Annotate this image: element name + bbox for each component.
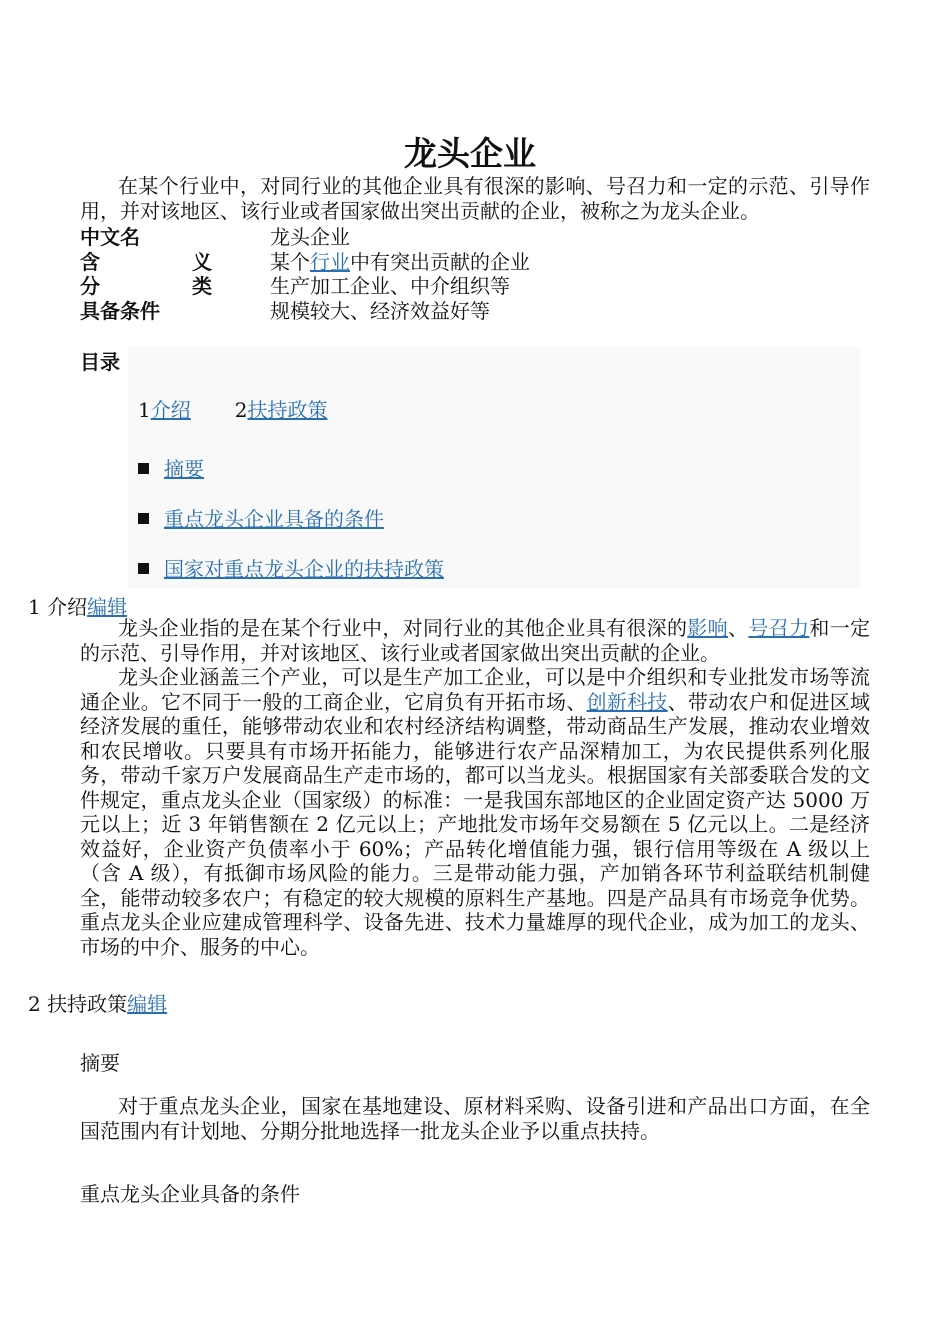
page-title: 龙头企业 [404,134,536,173]
infobox-key-name: 中文名 [80,225,140,249]
infobox-row-conditions [80,299,680,324]
subheading-conditions: 重点龙头企业具备的条件 [80,1182,300,1206]
p2-pre: 龙头企业涵盖三个产业，可以是生产加工企业，可以是中介组织和专业批发市场等流通企业。它不同于一般的工商企业，它肩负有开拓市场、 [80,665,870,714]
bullet-icon [138,463,149,474]
toc-label: 目录 [80,350,120,374]
bullet-icon [138,513,149,524]
p1-pre: 龙头企业指的是在某个行业中，对同行业的其他企业具有很深的 [118,616,688,640]
toc-sub-item [138,503,384,532]
toc-link-policy[interactable]: 扶持政策 [247,398,328,422]
meaning-post: 中有突出贡献的企业 [350,249,530,274]
infobox-val-name: 龙头企业 [270,225,350,249]
bullet-icon [138,563,149,574]
influence-link[interactable]: 影响 [687,616,729,640]
toc-sub-item [138,553,444,582]
p1-sep: 、 [728,616,749,640]
intro-paragraph-1 [80,616,870,665]
edit-link[interactable]: 编辑 [127,992,168,1016]
p2-post: 、带动农户和促进区域经济发展的重任，能够带动农业和农村经济结构调整，带动商品生产发展，推动农业增效和农民增收。只要具有市场开拓能力，能够进行农产品深精加工，为农民提供系列化服务，带动千家万户发展商品生产走市场的，都可以当龙头。根据国家有关部委联合发的文件规定，重点龙头企业（国家级）的标准：一是我国东部地区的企业固定资产达 5000 万元以上；近 3 年销售额在 2 亿元以上；产地批发市场年交易额在 5 亿元以上。二是经济效益好，企业资产负债率小于 60%；产品转化增值能力强，银行信用等级在 A 级以上（含 A 级），有抵御市场风险的能力。三是带动能力强，产加销各环节利益联结机制健全，能带动较多农户；有稳定的较大规模的原料生产基地。四是产品具有市场竞争优势。重点龙头企业应建成管理科学、设备先进、技术力量雄厚的现代企业，成为加工的龙头、市场的中介、服务的中心。 [80,689,871,959]
summary-paragraph: 对于重点龙头企业，国家在基地建设、原材料采购、设备引进和产品出口方面，在全国范围内有计划地、分期分批地选择一批龙头企业予以重点扶持。 [80,1094,870,1143]
edit-link[interactable]: 编辑 [87,595,128,619]
toc-item2-num: 2 [234,398,248,422]
toc-item1-num: 1 [138,398,151,422]
section-heading-policy [28,988,167,1017]
industry-link[interactable]: 行业 [310,249,350,274]
toc-link-summary[interactable]: 摘要 [164,457,204,481]
infobox-key-class-b: 类 [192,274,212,298]
intro-paragraph: 在某个行业中，对同行业的其他企业具有很深的影响、号召力和一定的示范、引导作用，并对该地区、该行业或者国家做出突出贡献的企业，被称之为龙头企业。 [80,174,870,223]
infobox-key-conditions: 具备条件 [80,298,160,323]
infobox-val-meaning [270,250,530,275]
p1-post: 和一定的示范、引导作用，并对该地区、该行业或者国家做出突出贡献的企业。 [80,616,871,665]
intro-paragraph-2 [80,665,870,959]
infobox-key-class-a: 分 [80,274,100,298]
infobox-val-conditions: 规模较大、经济效益好等 [270,298,490,323]
toc-box [128,346,860,588]
infobox-row-name [80,225,680,250]
section-title-intro: 1 介绍 [28,595,88,619]
appeal-link[interactable]: 号召力 [748,616,810,640]
subheading-summary: 摘要 [80,1051,120,1075]
infobox-key-meaning [80,250,212,275]
infobox-key-meaning-b: 义 [192,249,212,274]
infobox-key-meaning-a: 含 [80,249,100,274]
toc-top-items [138,394,327,423]
toc-link-conditions[interactable]: 重点龙头企业具备的条件 [164,507,384,531]
infobox-key-class [80,274,212,299]
section-title-policy: 2 扶持政策 [28,992,128,1016]
infobox-row-class [80,274,680,299]
innovation-link[interactable]: 创新科技 [586,689,668,714]
infobox [80,225,680,323]
infobox-val-class: 生产加工企业、中介组织等 [270,274,510,298]
toc-link-support-policy[interactable]: 国家对重点龙头企业的扶持政策 [164,557,444,581]
meaning-pre: 某个 [270,249,310,274]
infobox-row-meaning [80,250,680,275]
toc-link-intro[interactable]: 介绍 [150,398,191,422]
toc-sub-item [138,453,204,482]
